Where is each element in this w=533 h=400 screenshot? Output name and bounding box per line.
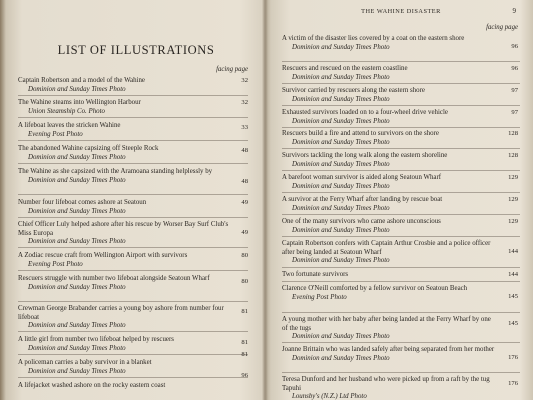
list-item: [282, 271, 520, 280]
divider: [18, 247, 248, 248]
list-item: [282, 87, 520, 104]
divider: [282, 312, 520, 313]
credit: Dominion and Sunday Times Photo: [28, 322, 126, 330]
caption: Crewman George Brabander carries a young boy ashore from number four lifeboat: [18, 305, 224, 321]
credit: Dominion and Sunday Times Photo: [28, 176, 126, 184]
credit: Dominion and Sunday Times Photo: [292, 95, 390, 103]
facing-page-label: facing page: [486, 24, 518, 31]
divider: [282, 105, 520, 106]
credit: Dominion and Sunday Times Photo: [28, 367, 126, 375]
page-number: 96: [511, 43, 518, 50]
running-head: THE WAHINE DISASTER: [361, 8, 441, 15]
page-number: 81: [241, 351, 248, 358]
credit: Dominion and Sunday Times Photo: [292, 204, 390, 212]
divider: [18, 163, 248, 164]
page-number: 129: [508, 174, 518, 181]
list-item: [282, 285, 520, 302]
page-number: 176: [508, 380, 518, 387]
credit: Dominion and Sunday Times Photo: [28, 207, 126, 215]
credit: Dominion and Sunday Times Photo: [28, 344, 126, 352]
list-item: [18, 99, 254, 116]
page-number: 80: [241, 278, 248, 285]
caption: A Zodiac rescue craft from Wellington Airport with survivors: [18, 252, 188, 259]
page-number: 97: [511, 87, 518, 94]
divider: [282, 236, 520, 237]
caption: Rescuers struggle with number two lifeboat alongside Seatoun Wharf: [18, 275, 210, 282]
credit: Dominion and Sunday Times Photo: [28, 153, 126, 161]
right-page: [282, 0, 520, 400]
caption: The Wahine steams into Wellington Harbour: [18, 99, 141, 106]
divider: [18, 95, 248, 96]
credit: Evening Post Photo: [28, 260, 83, 268]
page-number: 144: [508, 248, 518, 255]
divider: [18, 217, 248, 218]
divider: [18, 301, 248, 302]
credit: Evening Post Photo: [28, 130, 83, 138]
list-item: [18, 252, 254, 269]
divider: [282, 61, 520, 62]
caption: Captain Robertson and a model of the Wahine: [18, 77, 145, 84]
list-item: [282, 130, 520, 147]
left-page: [18, 0, 254, 400]
list-item: [282, 240, 520, 266]
caption: A lifejacket washed ashore on the rocky eastern coast: [18, 382, 166, 389]
caption: Survivor carried by rescuers along the eastern shore: [282, 87, 425, 94]
caption: Teresa Dunford and her husband who were picked up from a raft by the tug Tapuhi: [282, 376, 490, 392]
page-number: 33: [241, 124, 248, 131]
divider: [18, 194, 248, 195]
page-number: 80: [241, 252, 248, 259]
page-number: 81: [241, 339, 248, 346]
list-item: [18, 122, 254, 139]
credit: Dominion and Sunday Times Photo: [292, 182, 390, 190]
caption: A victim of the disaster lies covered by a coat on the eastern shore: [282, 35, 465, 42]
page-number: 129: [508, 196, 518, 203]
list-item: [282, 109, 520, 126]
credit: Union Steamship Co. Photo: [28, 107, 105, 115]
list-item: [282, 196, 520, 213]
divider: [282, 148, 520, 149]
divider: [282, 267, 520, 268]
page-number: 145: [508, 293, 518, 300]
caption: Number four lifeboat comes ashore at Seatoun: [18, 199, 147, 206]
caption: A survivor at the Ferry Wharf after landing by rescue boat: [282, 196, 443, 203]
credit: Evening Post Photo: [292, 293, 347, 301]
list-item: [18, 305, 254, 331]
caption: A barefoot woman survivor is aided along Seatoun Wharf: [282, 174, 442, 181]
caption: Exhausted survivors loaded on to a four-wheel drive vehicle: [282, 109, 448, 116]
divider: [282, 170, 520, 171]
list-item: [282, 174, 520, 191]
credit: Lounsby's (N.Z.) Ltd Photo: [292, 393, 367, 400]
list-item: [282, 376, 520, 400]
credit: Dominion and Sunday Times Photo: [28, 85, 126, 93]
divider: [18, 117, 248, 118]
list-item: [18, 336, 254, 353]
divider: [282, 127, 520, 128]
credit: Dominion and Sunday Times Photo: [28, 283, 126, 291]
credit: Dominion and Sunday Times Photo: [292, 43, 390, 51]
caption: Chief Officer Luly helped ashore after his rescue by Worser Bay Surf Club's Miss Europa: [18, 221, 229, 237]
list-item: [18, 168, 254, 185]
caption: A policeman carries a baby survivor in a blanket: [18, 359, 152, 366]
book-gutter: [262, 0, 268, 400]
caption: A lifeboat leaves the stricken Wahine: [18, 122, 121, 129]
credit: Dominion and Sunday Times Photo: [292, 73, 390, 81]
page-number: 128: [508, 152, 518, 159]
credit: Dominion and Sunday Times Photo: [292, 333, 390, 341]
facing-page-label: facing page: [216, 66, 248, 73]
page-number: 81: [241, 308, 248, 315]
page-number: 96: [511, 65, 518, 72]
caption: The abandoned Wahine capsizing off Steeple Rock: [18, 145, 159, 152]
caption: Survivors tackling the long walk along the eastern shoreline: [282, 152, 448, 159]
list-item: [18, 351, 254, 376]
page-number: 128: [508, 130, 518, 137]
caption: A little girl from number two lifeboat helped by rescuers: [18, 336, 174, 343]
credit: Dominion and Sunday Times Photo: [292, 138, 390, 146]
page-number: 49: [241, 229, 248, 236]
caption: The Wahine as she capsized with the Aramoana standing helplessly by: [18, 168, 213, 175]
list-item: [18, 221, 254, 247]
list-item: [282, 218, 520, 235]
divider: [282, 214, 520, 215]
list-item: [18, 145, 254, 162]
list-item: [282, 152, 520, 169]
credit: Dominion and Sunday Times Photo: [292, 117, 390, 125]
page-number: 97: [511, 109, 518, 116]
page-number: 32: [241, 77, 248, 84]
page-title: LIST OF ILLUSTRATIONS: [57, 43, 215, 57]
divider: [18, 331, 248, 332]
list-item: [18, 372, 254, 391]
list-item: [18, 199, 254, 216]
credit: Dominion and Sunday Times Photo: [28, 238, 126, 246]
page-number: 32: [241, 99, 248, 106]
list-item: [18, 77, 254, 94]
caption: A young mother with her baby after being landed at the Ferry Wharf by one of the tugs: [282, 316, 491, 332]
page-number: 96: [241, 372, 248, 379]
credit: Dominion and Sunday Times Photo: [292, 160, 390, 168]
credit: Dominion and Sunday Times Photo: [292, 226, 390, 234]
list-item: [282, 346, 520, 363]
caption: Two fortunate survivors: [282, 271, 349, 278]
divider: [282, 281, 520, 282]
credit: Dominion and Sunday Times Photo: [292, 257, 390, 265]
caption: Rescuers and rescued on the eastern coastline: [282, 65, 408, 72]
divider: [282, 83, 520, 84]
list-item: [282, 65, 520, 82]
list-item: [282, 35, 520, 52]
divider: [282, 372, 520, 373]
page-number: 144: [508, 271, 518, 278]
page-number-header: 9: [512, 7, 516, 15]
caption: Joanne Brittain who was landed safely after being separated from her mother: [282, 346, 495, 353]
divider: [18, 270, 248, 271]
page-number: 49: [241, 199, 248, 206]
page-number: 48: [241, 178, 248, 185]
page-number: 145: [508, 320, 518, 327]
list-item: [282, 316, 520, 342]
caption: Clarence O'Neill comforted by a fellow survivor on Seatoun Beach: [282, 285, 468, 292]
page-number: 129: [508, 218, 518, 225]
divider: [18, 140, 248, 141]
divider: [282, 342, 520, 343]
divider: [18, 377, 248, 378]
divider: [282, 192, 520, 193]
credit: Dominion and Sunday Times Photo: [292, 354, 390, 362]
page-number: 48: [241, 147, 248, 154]
caption: Rescuers build a fire and attend to survivors on the shore: [282, 130, 439, 137]
caption: Captain Robertson confers with Captain Arthur Crosbie and a police officer after being landed at Seatoun Wharf: [282, 240, 491, 256]
list-item: [18, 275, 254, 292]
page-number: 176: [508, 354, 518, 361]
divider: [18, 354, 248, 355]
caption: One of the many survivors who came ashore unconscious: [282, 218, 441, 225]
